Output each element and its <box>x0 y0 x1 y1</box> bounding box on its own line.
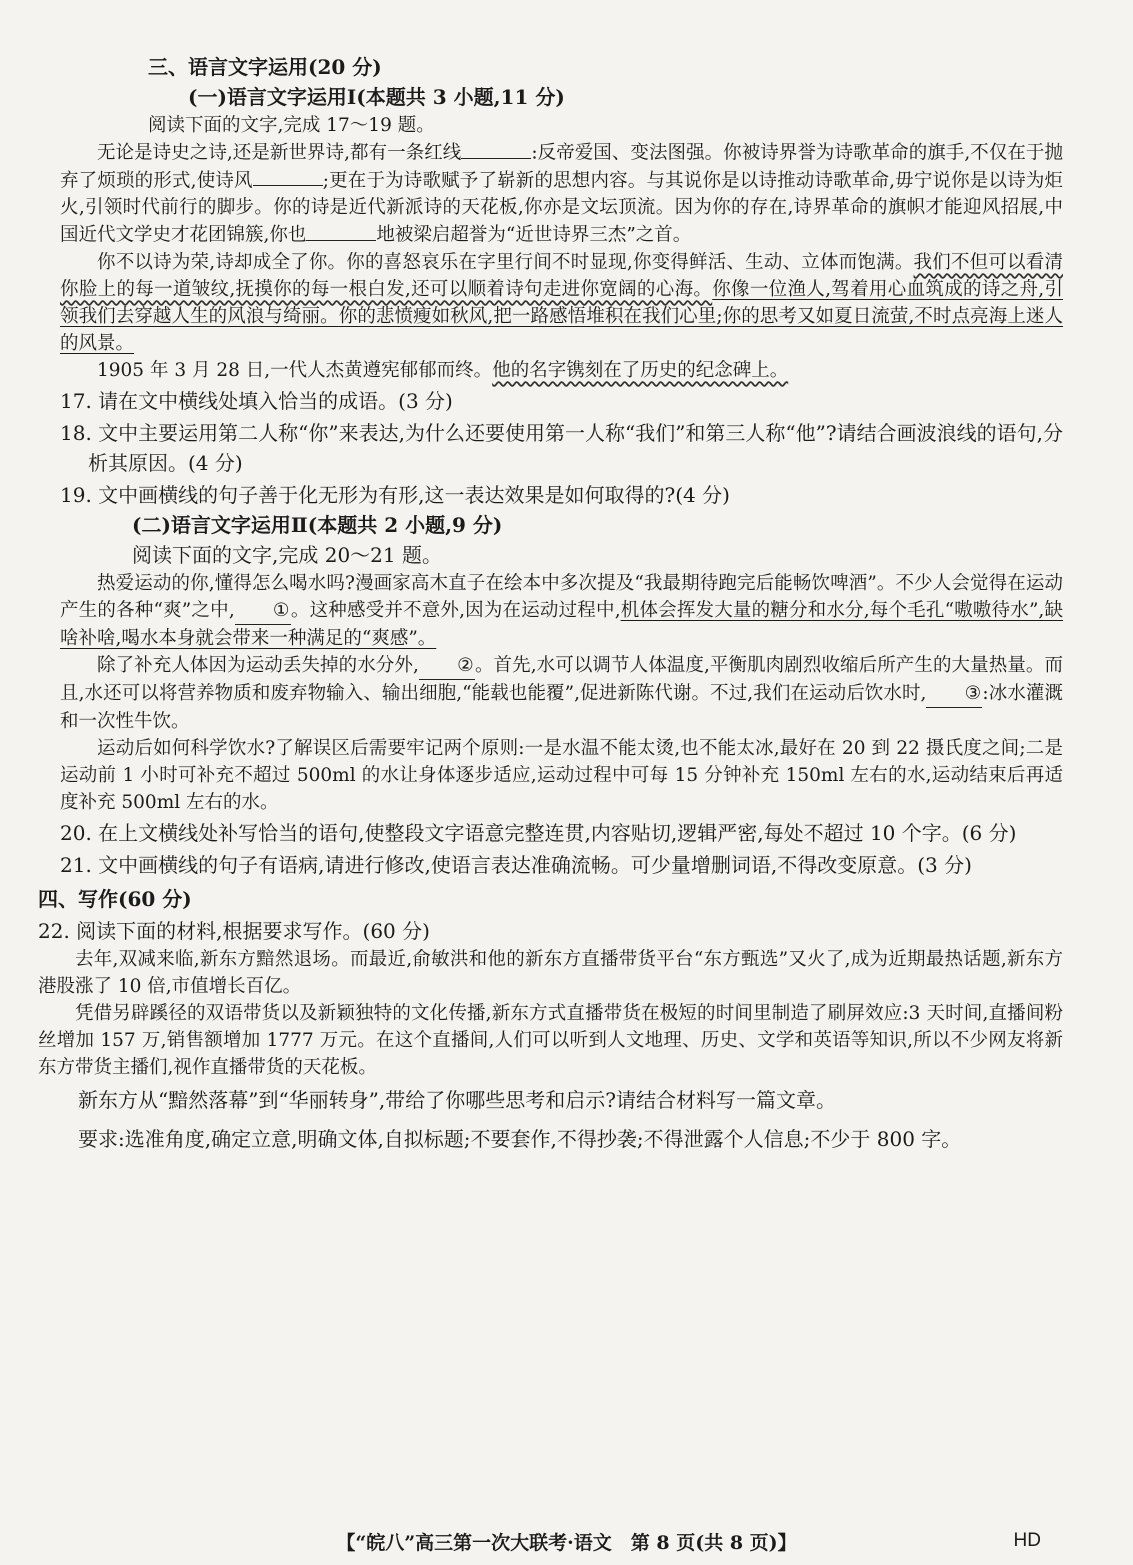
paper-code: HD <box>1013 1530 1041 1551</box>
underlined-sentence: 你的悲愤瘦如秋风,把一路感悟堆积在我们心里;你的思考又如夏日流萤,不时点亮海上迷人的风景。 <box>60 305 1063 354</box>
group1-instruction: 阅读下面的文字,完成 17～19 题。 <box>148 115 435 136</box>
question-18: 18. 文中主要运用第二人称“你”来表达,为什么还要使用第一人称“我们”和第三人称“他”?请结合画波浪线的语句,分析其原因。(4 分) <box>60 420 1063 475</box>
question-19: 19. 文中画横线的句子善于化无形为有形,这一表达效果是如何取得的?(4 分) <box>60 482 730 507</box>
answer-blank <box>461 139 531 159</box>
wavy-underlined-sentence: 他的名字镌刻在了历史的纪念碑上。 <box>492 359 789 381</box>
blank-marker-1: ① <box>235 597 291 625</box>
group2-instruction: 阅读下面的文字,完成 20～21 题。 <box>132 542 442 567</box>
passage2-paragraph-2: 除了补充人体因为运动丢失掉的水分外, ②。首先,水可以调节人体温度,平衡肌肉剧烈收缩后所产生的大量热量。而且,水还可以将营养物质和废弃物输入、输出细胞,“能载也能覆”,促进新陈代谢。不过,我们在运动后饮水时, ③:冰水灌溉和一次性牛饮。 <box>60 652 1063 735</box>
writing-prompt: 新东方从“黯然落幕”到“华丽转身”,带给了你哪些思考和启示?请结合材料写一篇文章。 <box>78 1087 836 1112</box>
answer-blank <box>253 167 323 187</box>
writing-requirements: 要求:选准角度,确定立意,明确文体,自拟标题;不要套作,不得抄袭;不得泄露个人信息;不少于 800 字。 <box>78 1126 962 1151</box>
wavy-underlined-sentence: 我们不但可以看清你脸上的每一道皱纹,抚摸你的每一根白发,还可以顺着诗句走进你宽阔的心海。 <box>60 251 1063 300</box>
blank-marker-2: ② <box>419 652 475 680</box>
group2-title: (二)语言文字运用Ⅱ(本题共 2 小题,9 分) <box>132 512 503 537</box>
passage2-paragraph-3: 运动后如何科学饮水?了解误区后需要牢记两个原则:一是水温不能太烫,也不能太冰,最好在 20 到 22 摄氏度之间;二是运动前 1 小时可补充不超过 500ml 的水让身体逐步适应,运动过程中可每 15 分钟补充 150ml 左右的水,运动结束后再适度补充 500ml 左右的水。 <box>60 737 1063 813</box>
question-17: 17. 请在文中横线处填入恰当的成语。(3 分) <box>60 388 453 413</box>
blank-marker-3: ③ <box>926 680 982 708</box>
answer-blank <box>306 221 376 241</box>
underlined-sentence: 你像一位渔人,驾着用心血筑成的诗之舟,引领我们去穿越人生的风浪与绮丽。 <box>60 278 1064 327</box>
passage1-paragraph-3: 1905 年 3 月 28 日,一代人杰黄遵宪郁郁而终。他的名字镌刻在了历史的纪念碑上。 <box>97 359 789 381</box>
material-paragraph-2: 凭借另辟蹊径的双语带货以及新颖独特的文化传播,新东方式直播带货在极短的时间里制造了刷屏效应:3 天时间,直播间粉丝增加 157 万,销售额增加 1777 万元。在这个直播间,人们可以听到人文地理、历史、文学和英语等知识,所以不少网友将新东方带货主播们,视作直播带货的天花板。 <box>38 1002 1063 1078</box>
question-21: 21. 文中画横线的句子有语病,请进行修改,使语言表达准确流畅。可少量增删词语,不得改变原意。(3 分) <box>60 852 972 877</box>
passage1-paragraph-2: 你不以诗为荣,诗却成全了你。你的喜怒哀乐在字里行间不时显现,你变得鲜活、生动、立体而饱满。我们不但可以看清你脸上的每一道皱纹,抚摸你的每一根白发,还可以顺着诗句走进你宽阔的心海。你像一位渔人,驾着用心血筑成的诗之舟,引领我们去穿越人生的风浪与绮丽。你的悲愤瘦如秋风,把一路感悟堆积在我们心里;你的思考又如夏日流萤,不时点亮海上迷人的风景。 <box>60 251 1064 354</box>
question-20: 20. 在上文横线处补写恰当的语句,使整段文字语意完整连贯,内容贴切,逻辑严密,每处不超过 10 个字。(6 分) <box>60 820 1017 845</box>
section-title-part4: 四、写作(60 分) <box>38 886 192 911</box>
question-22: 22. 阅读下面的材料,根据要求写作。(60 分) <box>38 918 430 943</box>
passage2-paragraph-1: 热爱运动的你,懂得怎么喝水吗?漫画家高木直子在绘本中多次提及“我最期待跑完后能畅饮啤酒”。不少人会觉得在运动产生的各种“爽”之中, ①。这种感受并不意外,因为在运动过程中,机体会挥发大量的糖分和水分,每个毛孔“嗷嗷待水”,缺啥补啥,喝水本身就会带来一种满足的“爽感”。 <box>60 572 1064 649</box>
group1-title: (一)语言文字运用Ⅰ(本题共 3 小题,11 分) <box>188 85 565 109</box>
underlined-sentence: 机体会挥发大量的糖分和水分,每个毛孔“嗷嗷待水”,缺啥补啥,喝水本身就会带来一种满足的“爽感”。 <box>60 599 1064 649</box>
page-footer: 【“皖八”高三第一次大联考·语文 第 8 页(共 8 页)】 <box>336 1532 797 1554</box>
material-paragraph-1: 去年,双减来临,新东方黯然退场。而最近,俞敏洪和他的新东方直播带货平台“东方甄选”又火了,成为近期最热话题,新东方港股涨了 10 倍,市值增长百亿。 <box>38 948 1063 997</box>
passage1-paragraph-1: 无论是诗史之诗,还是新世界诗,都有一条红线 :反帝爱国、变法图强。你被诗界誉为诗歌革命的旗手,不仅在于抛弃了烦琐的形式,使诗风 ;更在于为诗歌赋予了崭新的思想内容。与其说你是以诗推动诗歌革命,毋宁说你是以诗为炬火,引领时代前行的脚步。你的诗是近代新派诗的天花板,你亦是文坛顶流。因为你的存在,诗界革命的旗帜才能迎风招展,中国近代文学史才花团锦簇,你也 地被梁启超誉为“近世诗界三杰”之首。 <box>60 139 1063 249</box>
section-title-part3: 三、语言文字运用(20 分) <box>148 55 382 79</box>
